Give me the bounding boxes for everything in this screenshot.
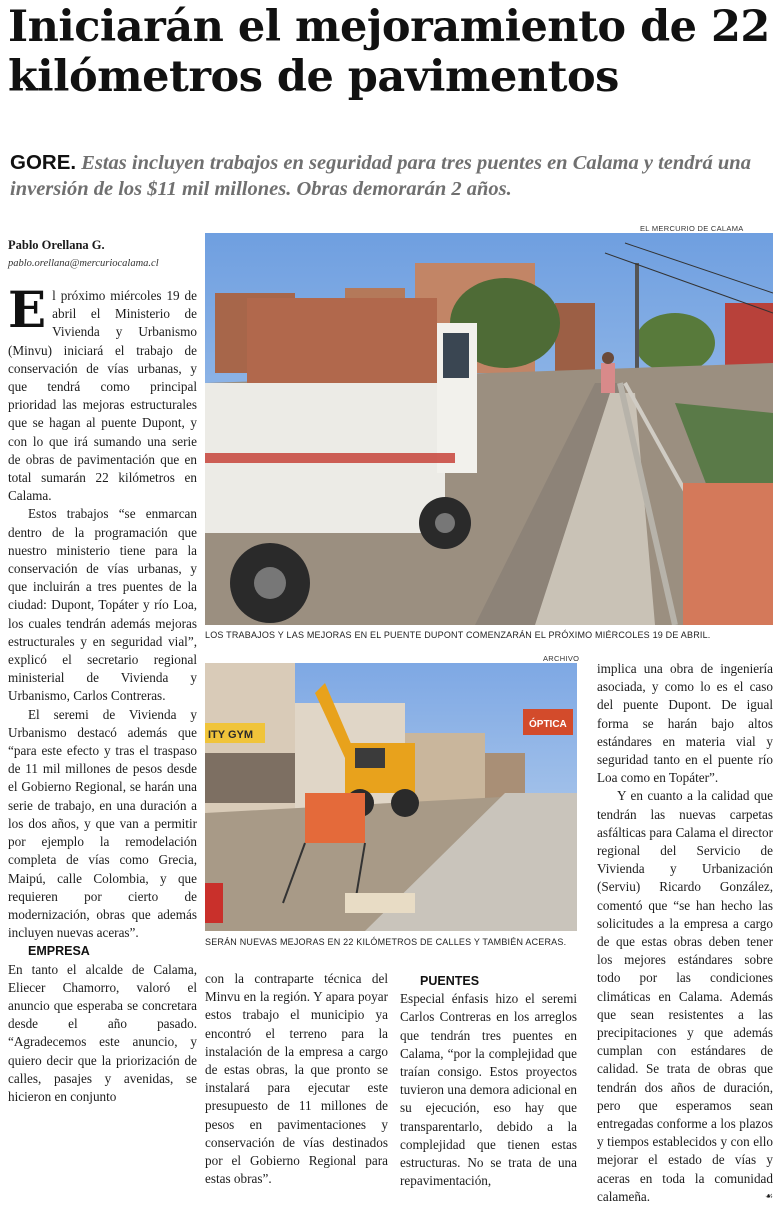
street-works-photo: [205, 663, 577, 931]
paragraph-text: l próximo miércoles 19 de abril el Ministerio de Vivienda y Urbanismo (Minvu) iniciará el trabajo de conservación de vías urbanas, y que tendrá como principal prioridad las mejoras estructurales que se hagan al puente Dupont, y con lo que irá sumando una serie de obras de pavimentación que en total sumarán 22 kilómetros en Calama.: [8, 288, 197, 504]
paragraph: Especial énfasis hizo el seremi Carlos Contreras en los arreglos que tendrán tres puentes en Calama, “por la complejidad que traían consigo. Estos proyectos tuvieron una demora adicional en su ejecución, eso hay que transparentarlo, debido a la complejidad que tienen estas estructuras. No se trata de una repavimentación,: [400, 991, 577, 1189]
subhead-puentes: PUENTES: [420, 974, 480, 988]
author-name: Pablo Orellana G.: [8, 238, 105, 252]
headline: Iniciarán el mejoramiento de 22 kilómetros de pavimentos: [8, 2, 770, 102]
deck-tag: GORE.: [10, 151, 77, 174]
deck-text: Estas incluyen trabajos en seguridad para tres puentes en Calama y tendrá una inversión de los $11 mil millones. Obras demorarán 2 años.: [10, 152, 751, 200]
paragraph: En tanto el alcalde de Calama, Eliecer Chamorro, valoró el anuncio que esperaba se concretara desde el año pasado. “Agradecemos este anuncio, y quiero decir que la priorización de calles, pasajes y avenidas, se hicieron en conjunto: [8, 961, 197, 1104]
optica-sign-text: ÓPTICA: [529, 719, 567, 730]
gym-sign-text: ITY GYM: [208, 729, 254, 741]
paragraph: con la contraparte técnica del Minvu en la región. Y apara poyar estos trabajo el municipio ya encontró el terreno para la instalación de la empresa a cargo de estas obras, la que pronto se instalará para ejecutar este presupuesto de 11 millones de pesos en pavimentaciones y conservación de vías destinados por el Gobierno Regional para estas obras”.: [205, 971, 388, 1187]
paragraph-text: Y en cuanto a la calidad que tendrán las nuevas carpetas asfálticas para Calama el director regional del Servicio de Vivienda y Urbanización (Serviu) Ricardo González, comentó que “se han hecho las solicitudes a la empresa a cargo de que estas obras deben tener los mejores estándares sobre todo por las condiciones climáticas en Calama. Además que sean resistentes a las precipitaciones y que además cumplan con estándares de calidad. Se trata de obras que tendrán dos años de duración, pero que esperamos sean entregadas conforme a los plazos y tiempos establecidos y con ello mejorar el estado de vías y aceras en toda la comunidad calameña.: [597, 788, 773, 1204]
column-3: [400, 958, 577, 1190]
author-email: pablo.orellana@mercuriocalama.cl: [8, 258, 159, 269]
subhead-empresa: EMPRESA: [28, 944, 90, 959]
drop-cap: E: [8, 280, 47, 339]
photo1-caption: LOS TRABAJOS Y LAS MEJORAS EN EL PUENTE DUPONT COMENZARÁN EL PRÓXIMO MIÉRCOLES 19 DE ABRIL.: [205, 630, 711, 640]
photo1-credit: EL MERCURIO DE CALAMA: [640, 224, 744, 233]
column-4: [597, 660, 773, 1206]
paragraph: implica una obra de ingeniería asociada, y como lo es el caso del puente Dupont. De igual forma se harán bajo altos estándares en materia vial y seguridad tanto en el puente río Loa como en Topáter”.: [597, 661, 773, 786]
photo2-caption: SERÁN NUEVAS MEJORAS EN 22 KILÓMETROS DE CALLES Y TAMBIÉN ACERAS.: [205, 937, 567, 947]
column-2: [205, 970, 388, 1188]
paragraph: Estos trabajos “se enmarcan dentro de la programación que nuestro ministerio tiene para la conservación de vías urbanas, y que incluirán a tres puentes de la ciudad: Dupont, Topáter y río Loa, los cuales tendrán además mejoras estructurales y en seguridad vial”, explicó el secretario regional ministerial de Vivienda y Urbanismo, Carlos Contreras.: [8, 506, 197, 704]
paragraph: [8, 280, 197, 505]
deck: [10, 150, 775, 202]
end-mark-icon: ☙: [764, 1191, 773, 1202]
paragraph: El seremi de Vivienda y Urbanismo destacó además que “para este efecto y tras el traspaso de 11 mil millones de pesos desde el Gobierno Regional, se harán una serie de trabajo, en una duración a los dos años, y que van a permitir por ejemplo la remodelación completa de vías como Grecia, Maipú, calle Colombia, y que requieren por cierto de modernización, obras que además incluyen nuevas aceras”.: [8, 706, 197, 941]
byline: [8, 238, 198, 269]
column-1: [8, 280, 197, 1106]
paragraph: [597, 787, 773, 1206]
bridge-truck-photo: [205, 233, 773, 625]
photo2-credit: ARCHIVO: [543, 654, 580, 663]
